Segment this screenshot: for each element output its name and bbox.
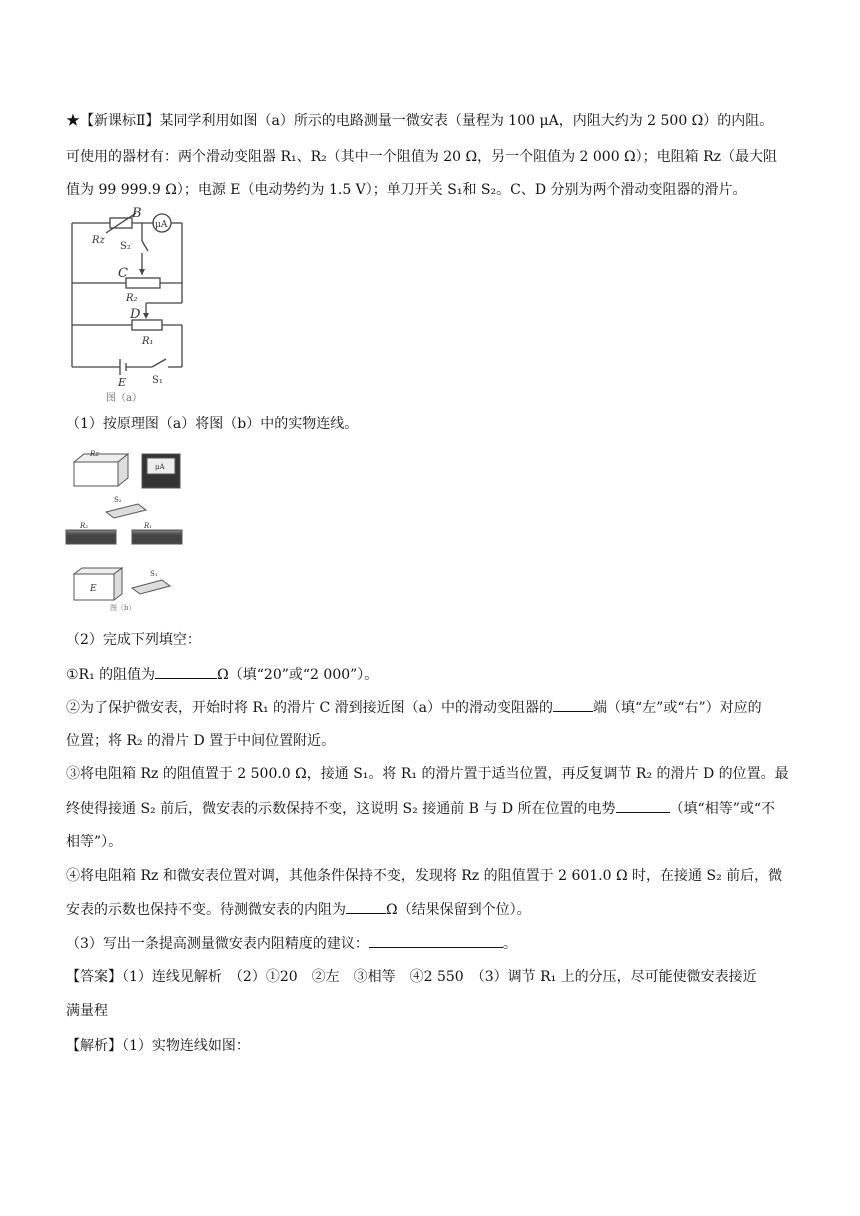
problem-line-2: 可使用的器材有：两个滑动变阻器 R₁、R₂（其中一个阻值为 20 Ω，另一个阻值为 2 000 Ω）；电阻箱 Rz（最大阻 [66,149,778,165]
label-b-s1: S₁ [150,570,158,578]
label-r1: R₁ [142,336,154,347]
answer-blank-5 [369,933,503,948]
question-3 [66,933,517,954]
circuit-diagram-a [62,205,192,405]
label-ua: μA [155,220,168,230]
question-2-part-4-line-1: ④将电阻箱 Rz 和微安表位置对调，其他条件保持不变，发现将 Rz 的阻值置于 2 601.0 Ω 时，在接通 S₂ 前后，微 [66,868,783,884]
label-b-ua: μA [155,463,165,471]
answer-blank-2 [553,697,593,712]
label-s1: S₁ [152,375,163,386]
label-r2: R₂ [126,293,138,304]
label-rz: Rz [92,235,105,246]
label-b-e: E [90,584,97,594]
question-2-part-3-line-2 [66,798,775,819]
q2-p1-text-b: Ω（填“20”或“2 000”）。 [217,667,379,683]
r2-rheostat [66,534,116,544]
caption-b: 图（b） [110,604,136,612]
q2-p2-text-a: ②为了保护微安表，开始时将 R₁ 的滑片 C 滑到接近图（a）中的滑动变阻器的 [66,700,554,716]
question-2-part-4-line-2 [66,899,531,920]
apparatus-figure-b [62,448,192,614]
label-b-s2: S₂ [114,496,122,504]
question-2-part-3-line-1: ③将电阻箱 Rz 的阻值置于 2 500.0 Ω，接通 S₁。将 R₁ 的滑片置于适当位置，再反复调节 R₂ 的滑片 D 的位置。最 [66,766,789,782]
question-1: （1）按原理图（a）将图（b）中的实物连线。 [66,416,359,432]
question-2-part-1 [66,664,378,685]
question-2-part-2 [66,697,762,718]
problem-line-1: ★【新课标Ⅱ】某同学利用如图（a）所示的电路测量一微安表（量程为 100 μA，内阻大约为 2 500 Ω）的内阻。 [66,113,774,129]
answer-line-2: 满量程 [66,1003,108,1019]
q2-p1-text-a: ①R₁ 的阻值为 [66,667,156,683]
question-2-part-3-line-3: 相等”）。 [66,834,123,850]
analysis-line-1: 【解析】（1）实物连线如图： [66,1038,250,1054]
caption-a: 图（a） [106,393,142,404]
label-b-r1: R₁ [144,522,153,530]
q2-p3-text-b: 终使得接通 S₂ 前后，微安表的示数保持不变，这说明 S₂ 接通前 B 与 D 所在位置的电势 [66,801,616,817]
q2-p4-text-c: Ω（结果保留到个位）。 [386,902,531,918]
question-2-part-2-cont: 位置；将 R₂ 的滑片 D 置于中间位置附近。 [66,733,336,749]
label-b-rz: Rz [90,450,99,458]
label-e: E [118,376,127,389]
answer-blank-1 [155,664,217,679]
q3-text-a: （3）写出一条提高测量微安表内阻精度的建议： [66,936,369,952]
label-b: B [132,206,142,221]
answer-blank-3 [616,798,670,813]
q2-p4-text-b: 安表的示数也保持不变。待测微安表的内阻为 [66,902,346,918]
r1-rheostat [132,534,182,544]
q3-text-b: 。 [502,936,517,952]
rz-box [74,462,118,486]
label-d: D [130,307,141,322]
answer-blank-4 [346,899,386,914]
label-s2: S₂ [120,241,131,252]
problem-line-3: 值为 99 999.9 Ω）；电源 E（电动势约为 1.5 V）；单刀开关 S₁和 S₂。C、D 分别为两个滑动变阻器的滑片。 [66,182,747,198]
answer-line-1: 【答案】（1）连线见解析 （2）①20 ②左 ③相等 ④2 550 （3）调节 R₁ 上的分压，尽可能使微安表接近 [66,969,757,985]
question-2-intro: （2）完成下列填空： [66,632,201,648]
r2-resistor [126,278,160,288]
label-b-r2: R₂ [80,522,89,530]
q2-p3-text-c: （填“相等”或“不 [669,801,776,817]
q2-p2-text-b: 端（填“左”或“右”）对应的 [593,700,762,716]
label-c: C [118,266,128,281]
